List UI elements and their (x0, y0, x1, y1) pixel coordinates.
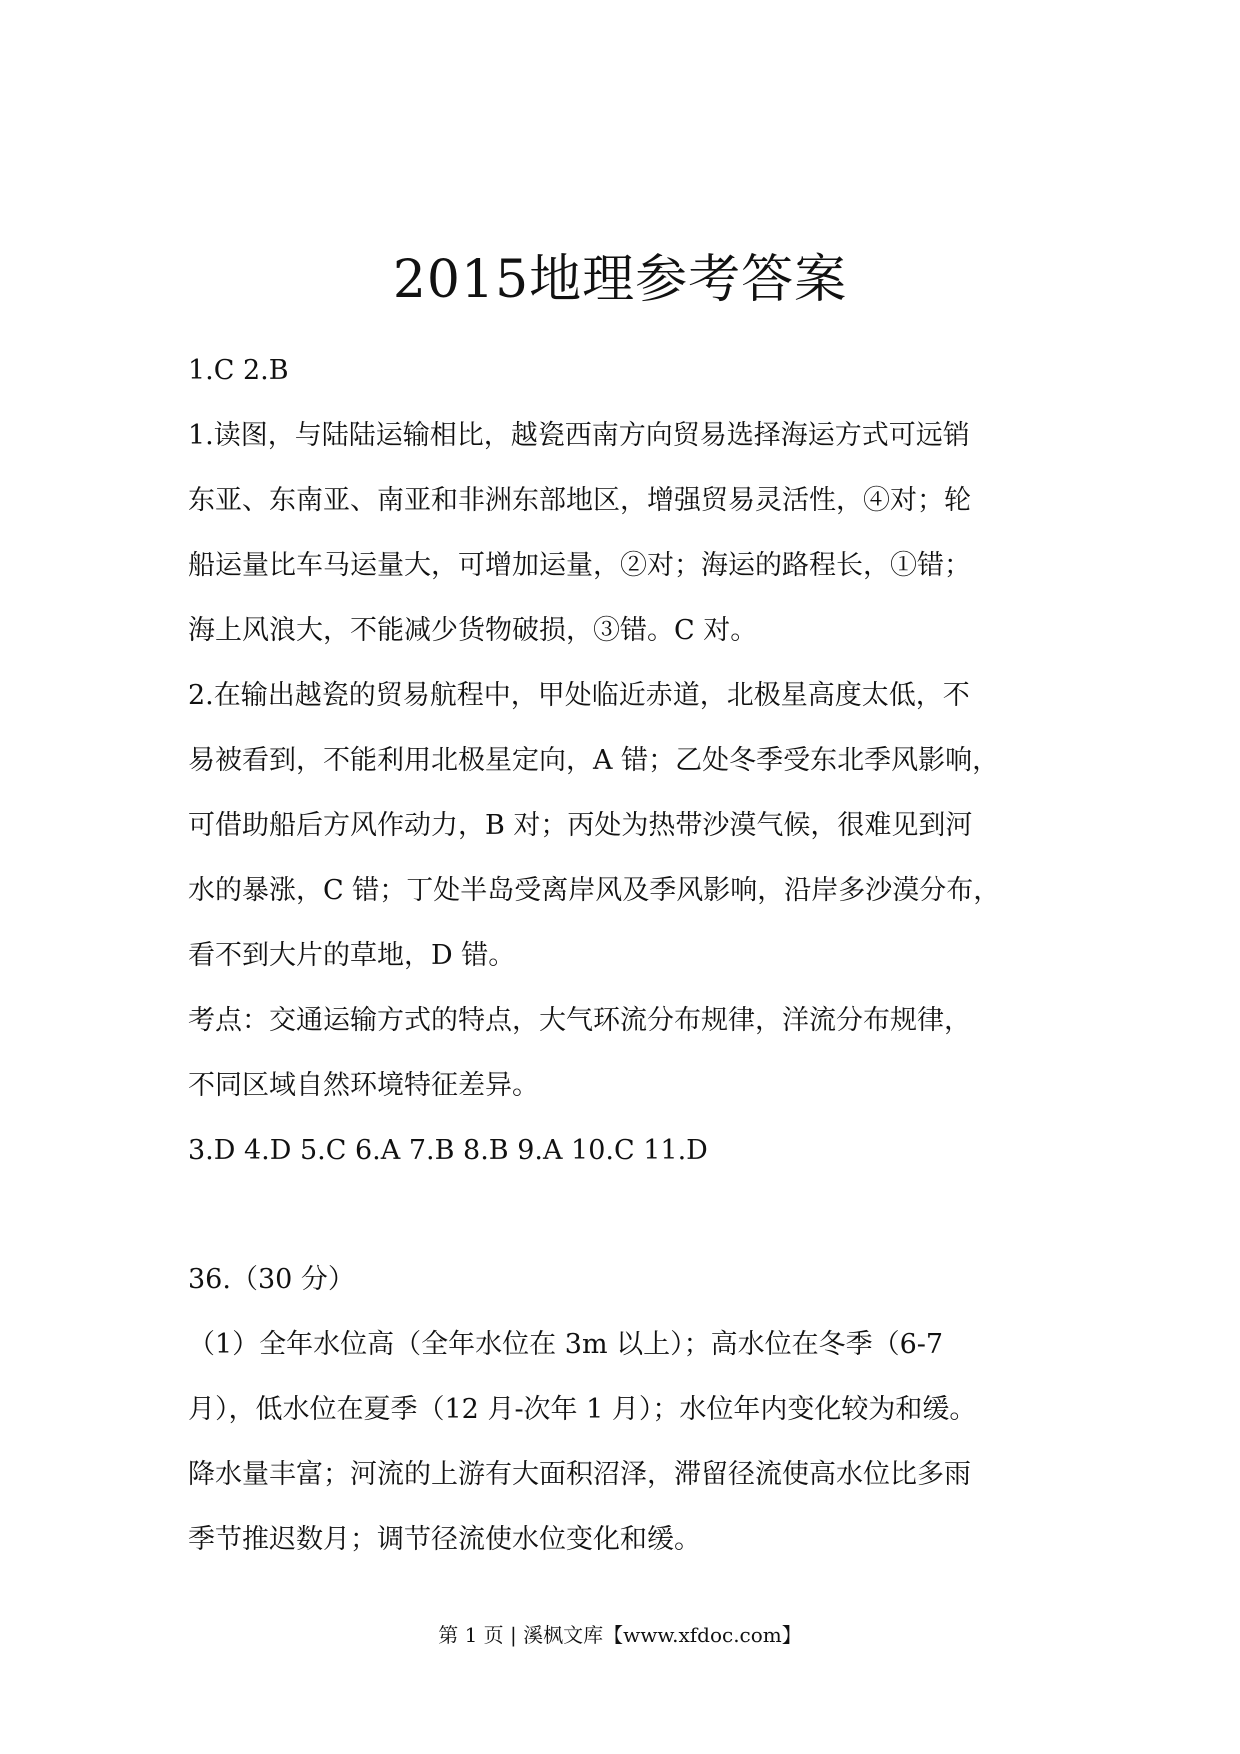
answer-line: 东亚、东南亚、南亚和非洲东部地区，增强贸易灵活性，④对；轮 (188, 485, 971, 516)
spacer (188, 1183, 1068, 1247)
page-footer: 第 1 页 | 溪枫文库【www.xfdoc.com】 (438, 1623, 802, 1647)
answer-line: 水的暴涨，C 错；丁处半岛受离岸风及季风影响，沿岸多沙漠分布， (188, 875, 1001, 906)
answer-body (188, 338, 1068, 1572)
answer-line: 1.读图，与陆陆运输相比，越瓷西南方向贸易选择海运方式可远销 (188, 420, 970, 451)
answer-line: 36.（30 分） (188, 1264, 355, 1295)
answer-line: 海上风浪大，不能减少货物破损，③错。C 对。 (188, 615, 758, 646)
answer-line: 易被看到，不能利用北极星定向，A 错；乙处冬季受东北季风影响， (188, 745, 1000, 776)
answer-line: 不同区域自然环境特征差异。 (188, 1070, 539, 1101)
answer-line: 降水量丰富；河流的上游有大面积沼泽，滞留径流使高水位比多雨 (188, 1459, 971, 1490)
answer-line: 1.C 2.B (188, 355, 289, 386)
answer-line: 3.D 4.D 5.C 6.A 7.B 8.B 9.A 10.C 11.D (188, 1135, 708, 1166)
answer-line: 船运量比车马运量大，可增加运量，②对；海运的路程长，①错； (188, 550, 971, 581)
answer-line: 2.在输出越瓷的贸易航程中，甲处临近赤道，北极星高度太低，不 (188, 680, 970, 711)
answer-line: 考点：交通运输方式的特点，大气环流分布规律，洋流分布规律， (188, 1005, 971, 1036)
answer-line: 看不到大片的草地，D 错。 (188, 940, 516, 971)
answer-line: 季节推迟数月；调节径流使水位变化和缓。 (188, 1524, 701, 1555)
answer-line: 月），低水位在夏季（12 月-次年 1 月）；水位年内变化较为和缓。 (188, 1394, 977, 1425)
answer-line: 可借助船后方风作动力，B 对；丙处为热带沙漠气候，很难见到河 (188, 810, 973, 841)
answer-line: （1）全年水位高（全年水位在 3m 以上）；高水位在冬季（6-7 (188, 1329, 944, 1360)
page-title: 2015地理参考答案 (392, 250, 848, 310)
